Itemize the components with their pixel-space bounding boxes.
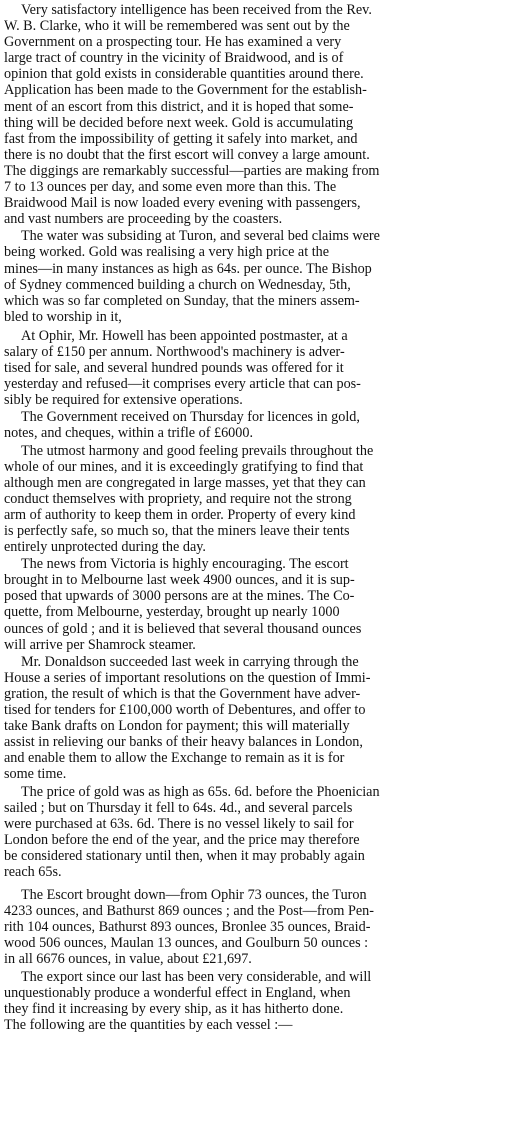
text-line: arm of authority to keep them in order. Property of every kind <box>4 506 356 523</box>
text-line: of Sydney commenced building a church on Wednesday, 5th, <box>4 276 351 293</box>
text-line: were purchased at 63s. 6d. There is no vessel likely to sail for <box>4 815 354 832</box>
text-line: whole of our mines, and it is exceedingly gratifying to find that <box>4 458 364 475</box>
text-line: salary of £150 per annum. Northwood's machinery is adver- <box>4 343 345 360</box>
text-line: W. B. Clarke, who it will be remembered was sent out by the <box>4 18 350 35</box>
text-line: London before the end of the year, and the price may therefore <box>4 831 360 848</box>
text-line: The diggings are remarkably successful—parties are making from <box>4 162 380 179</box>
text-line: ounces of gold ; and it is believed that several thousand ounces <box>4 620 362 637</box>
text-line: entirely unprotected during the day. <box>4 539 206 556</box>
text-line: ment of an escort from this district, and it is hoped that some- <box>4 98 354 115</box>
text-line: yesterday and refused—it comprises every article that can pos- <box>4 376 361 393</box>
text-line: sailed ; but on Thursday it fell to 64s. 4d., and several parcels <box>4 799 353 816</box>
text-line: will arrive per Shamrock steamer. <box>4 636 196 653</box>
text-line: unquestionably produce a wonderful effect in England, when <box>4 984 351 1001</box>
text-line: Braidwood Mail is now loaded every evening with passengers, <box>4 195 361 212</box>
text-line: there is no doubt that the first escort will convey a large amount. <box>4 146 370 163</box>
text-line: and enable them to allow the Exchange to remain as it is for <box>4 750 345 767</box>
paragraph-export <box>4 969 527 1033</box>
text-line: quette, from Melbourne, yesterday, brought up nearly 1000 <box>4 604 340 621</box>
text-line: wood 506 ounces, Maulan 13 ounces, and Goulburn 50 ounces : <box>4 935 369 952</box>
text-line: take Bank drafts on London for payment; this will materially <box>4 718 350 735</box>
text-line: 4233 ounces, and Bathurst 869 ounces ; and the Post—from Pen- <box>4 903 375 920</box>
text-line: opinion that gold exists in considerable quantities around there. <box>4 66 364 83</box>
paragraph-donaldson <box>4 654 527 783</box>
text-line: The Government received on Thursday for licences in gold, <box>21 409 360 426</box>
paragraph-escort <box>4 887 527 967</box>
paragraph-gold-price <box>4 784 527 881</box>
text-line: The export since our last has been very considerable, and will <box>21 968 372 985</box>
text-line: gration, the result of which is that the Government have adver- <box>4 685 361 702</box>
paragraph-ophir <box>4 328 527 408</box>
text-line: although men are congregated in large masses, yet that they can <box>4 474 366 491</box>
text-line: is perfectly safe, so much so, that the miners leave their tents <box>4 523 350 539</box>
text-line: At Ophir, Mr. Howell has been appointed postmaster, at a <box>21 327 348 344</box>
text-line: fast from the impossibility of getting it safely into market, and <box>4 130 358 147</box>
text-line: conduct themselves with propriety, and require not the strong <box>4 490 352 507</box>
text-line: Mr. Donaldson succeeded last week in carrying through the <box>21 653 359 670</box>
text-line: Very satisfactory intelligence has been received from the Rev. <box>21 2 372 18</box>
text-line: in all 6676 ounces, in value, about £21,697. <box>4 951 252 968</box>
text-line: notes, and cheques, within a trifle of £6000. <box>4 425 254 442</box>
text-line: tised for sale, and several hundred pounds was offered for it <box>4 360 344 377</box>
text-line: mines—in many instances as high as 64s. per ounce. The Bishop <box>4 260 372 277</box>
text-line: 7 to 13 ounces per day, and some even more than this. The <box>4 179 337 196</box>
text-line: assist in relieving our banks of their heavy balances in London, <box>4 734 363 751</box>
text-line: being worked. Gold was realising a very high price at the <box>4 244 330 261</box>
text-line: The utmost harmony and good feeling prevails throughout the <box>21 442 374 459</box>
text-line: Application has been made to the Government for the establish- <box>4 82 367 99</box>
paragraph-licences <box>4 409 527 441</box>
paragraph-harmony <box>4 443 527 556</box>
text-line: The water was subsiding at Turon, and several bed claims were <box>21 228 380 245</box>
text-line: rith 104 ounces, Bathurst 893 ounces, Bronlee 35 ounces, Braid- <box>4 919 371 936</box>
text-line: The following are the quantities by each vessel :— <box>4 1016 293 1033</box>
text-line: posed that upwards of 3000 persons are at the mines. The Co- <box>4 588 355 605</box>
text-line: which was so far completed on Sunday, that the miners assem- <box>4 292 360 309</box>
text-line: be considered stationary until then, when it may probably again <box>4 847 365 864</box>
text-line: sibly be required for extensive operations. <box>4 392 243 409</box>
text-line: tised for tenders for £100,000 worth of Debentures, and offer to <box>4 702 366 719</box>
text-line: House a series of important resolutions on the question of Immi- <box>4 669 371 686</box>
text-line: large tract of country in the vicinity of Braidwood, and is of <box>4 50 344 67</box>
text-line: The news from Victoria is highly encouraging. The escort <box>21 556 349 573</box>
paragraph-turon <box>4 228 527 325</box>
text-line: thing will be decided before next week. Gold is accumulating <box>4 114 354 131</box>
text-line: bled to worship in it, <box>4 308 122 325</box>
text-line: reach 65s. <box>4 863 62 880</box>
text-line: Government on a prospecting tour. He has examined a very <box>4 34 342 51</box>
text-line: The price of gold was as high as 65s. 6d. before the Phoenician <box>21 783 380 800</box>
text-line: they find it increasing by every ship, as it has hitherto done. <box>4 1000 344 1017</box>
paragraph-victoria <box>4 556 527 653</box>
paragraph-braidwood <box>4 2 527 227</box>
text-line: The Escort brought down—from Ophir 73 ounces, the Turon <box>21 887 367 904</box>
text-line: some time. <box>4 766 67 783</box>
text-line: and vast numbers are proceeding by the coasters. <box>4 211 283 228</box>
text-line: brought in to Melbourne last week 4900 ounces, and it is sup- <box>4 572 355 589</box>
